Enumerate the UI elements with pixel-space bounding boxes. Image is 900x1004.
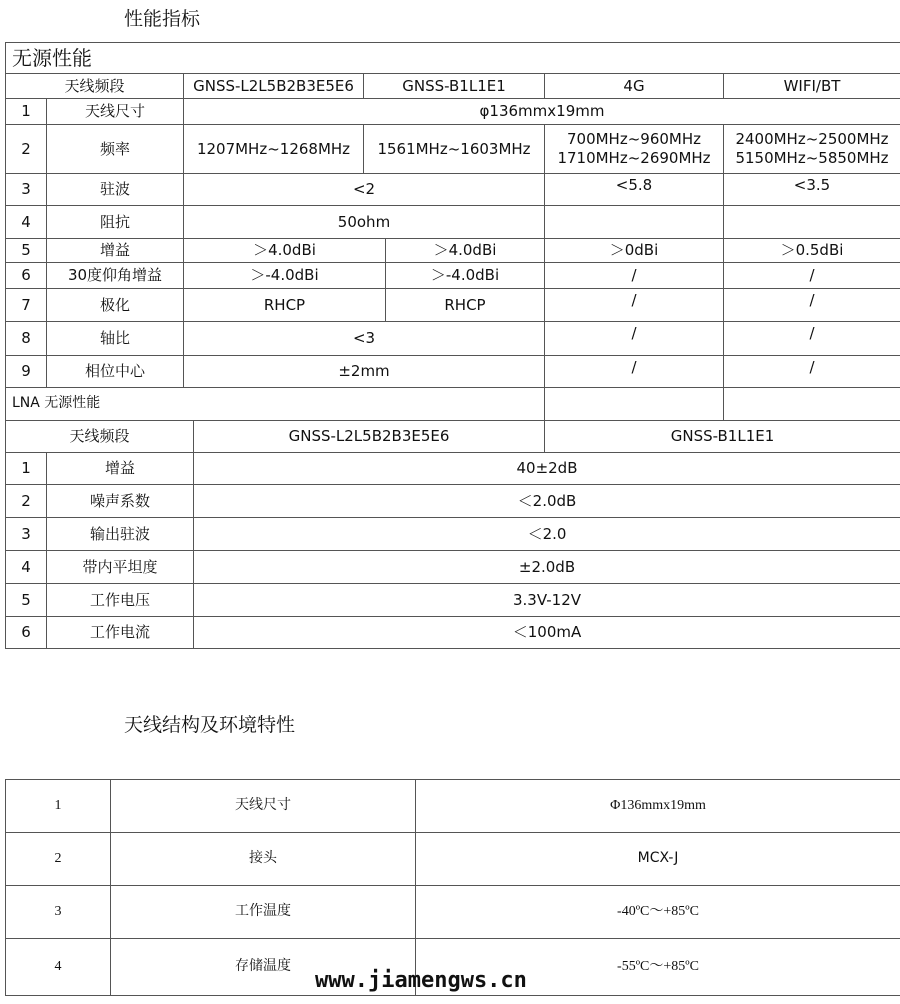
- row-name: 极化: [46, 288, 184, 322]
- row-name: 增益: [46, 238, 184, 263]
- row-name: 增益: [46, 452, 194, 485]
- env-value: -55ºC～+85ºC: [415, 938, 900, 996]
- vswr-wifi: <3.5: [723, 173, 900, 206]
- row-name: 频率: [46, 124, 184, 174]
- freq-4g-line1: 700MHz~960MHz: [566, 130, 702, 149]
- row-no: 1: [5, 779, 111, 833]
- vswr-gnss: <2: [183, 173, 545, 206]
- gain-gnss-1: ＞4.0dBi: [183, 238, 386, 263]
- freq-wifi-line2: 5150MHz~5850MHz: [735, 149, 889, 167]
- title-structure-environment: 天线结构及环境特性: [124, 714, 296, 736]
- gain-4g: ＞0dBi: [544, 238, 724, 263]
- phase-center-gnss: ±2mm: [183, 355, 545, 388]
- freq-wifi: [723, 124, 900, 174]
- row-name: 噪声系数: [46, 484, 194, 518]
- row-no: 4: [5, 550, 47, 584]
- gain30-gnss-2: ＞-4.0dBi: [385, 262, 545, 289]
- impedance-gnss: 50ohm: [183, 205, 545, 239]
- row-name: 天线尺寸: [110, 779, 416, 833]
- axial-ratio-wifi: /: [723, 321, 900, 356]
- lna-empty-4g: [544, 387, 724, 421]
- lna-value: 3.3V-12V: [193, 583, 900, 617]
- row-name: 存储温度: [110, 938, 416, 996]
- row-name: 驻波: [46, 173, 184, 206]
- row-no: 8: [5, 321, 47, 356]
- row-no: 3: [5, 885, 111, 939]
- gain30-4g: /: [544, 262, 724, 289]
- axial-ratio-gnss: <3: [183, 321, 545, 356]
- gain-gnss-2: ＞4.0dBi: [385, 238, 545, 263]
- env-value: -40ºC～+85ºC: [415, 885, 900, 939]
- freq-wifi-line1: 2400MHz~2500MHz: [735, 130, 889, 149]
- section-passive: 无源性能: [5, 42, 900, 74]
- phase-center-4g: /: [544, 355, 724, 388]
- lna-value: ＜2.0: [193, 517, 900, 551]
- row-name: 轴比: [46, 321, 184, 356]
- header-band-1: GNSS-L2L5B2B3E5E6: [183, 73, 364, 99]
- row-no: 1: [5, 452, 47, 485]
- row-no: 7: [5, 288, 47, 322]
- polarization-4g: /: [544, 288, 724, 322]
- watermark-text: www.jiamengws.cn: [315, 968, 527, 993]
- header-band-2: GNSS-B1L1E1: [363, 73, 545, 99]
- header-band-3: 4G: [544, 73, 724, 99]
- row-no: 3: [5, 517, 47, 551]
- row-no: 2: [5, 484, 47, 518]
- lna-value: ＜2.0dB: [193, 484, 900, 518]
- lna-value: ＜100mA: [193, 616, 900, 649]
- section-lna: LNA 无源性能: [5, 387, 545, 421]
- row-name: 带内平坦度: [46, 550, 194, 584]
- freq-gnss-2: 1561MHz~1603MHz: [363, 124, 545, 174]
- row-name: 阻抗: [46, 205, 184, 239]
- row-name: 接头: [110, 832, 416, 886]
- gain-wifi: ＞0.5dBi: [723, 238, 900, 263]
- lna-empty-wifi: [723, 387, 900, 421]
- lna-header-label: 天线频段: [5, 420, 194, 453]
- polarization-wifi: /: [723, 288, 900, 322]
- polarization-gnss-1: RHCP: [183, 288, 386, 322]
- lna-header-band-2: GNSS-B1L1E1: [544, 420, 900, 453]
- row-no: 3: [5, 173, 47, 206]
- row-name: 相位中心: [46, 355, 184, 388]
- row-no: 4: [5, 938, 111, 996]
- row-no: 6: [5, 262, 47, 289]
- row-no: 6: [5, 616, 47, 649]
- row-name: 输出驻波: [46, 517, 194, 551]
- row-name: 工作电压: [46, 583, 194, 617]
- freq-4g-line2: 1710MHz~2690MHz: [557, 149, 711, 167]
- gain30-gnss-1: ＞-4.0dBi: [183, 262, 386, 289]
- row-no: 2: [5, 124, 47, 174]
- impedance-wifi: [723, 205, 900, 239]
- row-name: 工作温度: [110, 885, 416, 939]
- row-no: 4: [5, 205, 47, 239]
- lna-header-band-1: GNSS-L2L5B2B3E5E6: [193, 420, 545, 453]
- row-no: 1: [5, 98, 47, 125]
- row-no: 5: [5, 238, 47, 263]
- vswr-4g: <5.8: [544, 173, 724, 206]
- gain30-wifi: /: [723, 262, 900, 289]
- row-name: 30度仰角增益: [46, 262, 184, 289]
- phase-center-wifi: /: [723, 355, 900, 388]
- env-value: Φ136mmx19mm: [415, 779, 900, 833]
- title-performance: 性能指标: [124, 8, 201, 30]
- polarization-gnss-2: RHCP: [385, 288, 545, 322]
- header-band-4: WIFI/BT: [723, 73, 900, 99]
- header-band-label: 天线频段: [5, 73, 184, 99]
- size-value: φ136mmx19mm: [183, 98, 900, 125]
- row-name: 天线尺寸: [46, 98, 184, 125]
- row-no: 5: [5, 583, 47, 617]
- row-name: 工作电流: [46, 616, 194, 649]
- row-no: 2: [5, 832, 111, 886]
- row-no: 9: [5, 355, 47, 388]
- freq-gnss-1: 1207MHz~1268MHz: [183, 124, 364, 174]
- freq-4g: [544, 124, 724, 174]
- axial-ratio-4g: /: [544, 321, 724, 356]
- impedance-4g: [544, 205, 724, 239]
- lna-value: 40±2dB: [193, 452, 900, 485]
- env-value: MCX-J: [415, 832, 900, 886]
- lna-value: ±2.0dB: [193, 550, 900, 584]
